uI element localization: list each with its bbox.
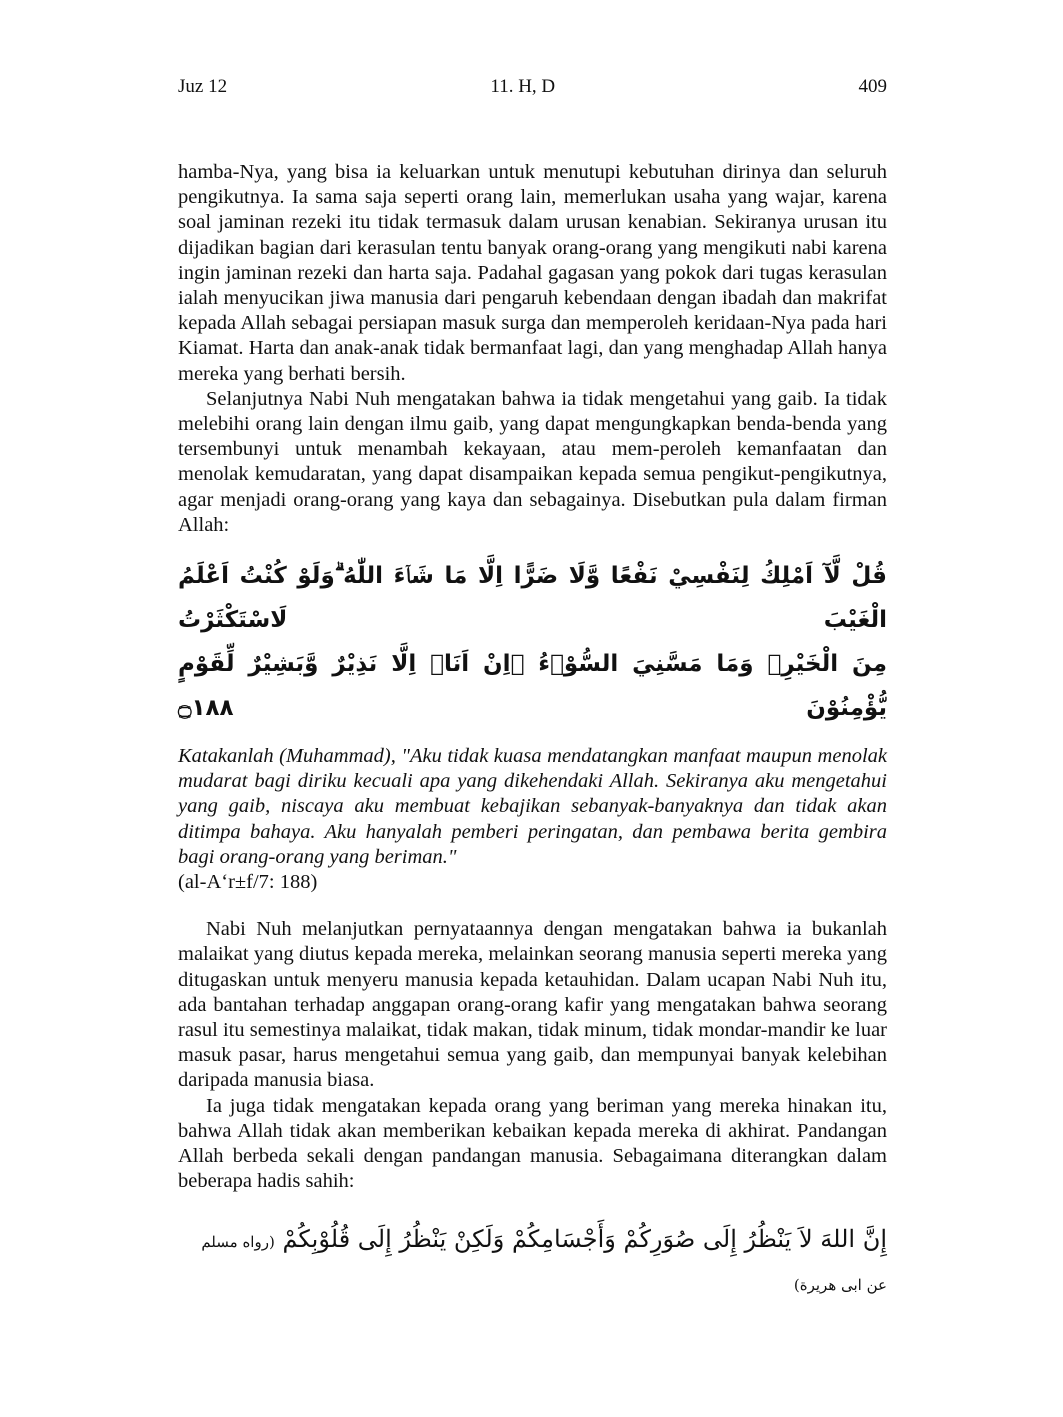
hadith-quote [178, 1219, 887, 1305]
page-body [178, 160, 887, 1305]
paragraph: hamba-Nya, yang bisa ia keluarkan untuk menutupi kebutuhan dirinya dan seluruh pengikutnya. Ia sama saja seperti orang lain, memerlukan usaha yang wajar, karena soal jaminan rezeki itu tidak termasuk dalam urusan kenabian. Sekiranya urusan itu dijadikan bagian dari kerasulan tentu banyak orang-orang yang mengikuti nabi karena ingin jaminan rezeki dan harta saja. Padahal gagasan yang pokok dari tugas kerasulan ialah menyucikan jiwa manusia dari pengaruh kebendaan dengan ibadah dan makrifat kepada Allah sebagai persiapan masuk surga dan memperoleh keridaan-Nya pada hari Kiamat. Harta dan anak-anak tidak bermanfaat lagi, dan yang menghadap Allah hanya mereka yang berhati bersih. [178, 161, 887, 385]
verse-line: مِنَ الْخَيْرِۚ وَمَا مَسَّنِيَ السُّوْۤءُ ۛاِنْ اَنَا۠ اِلَّا نَذِيْرٌ وَّبَشِيْرٌ لِّقَوْمٍ يُّؤْمِنُوْنَ ۝١٨٨ [178, 651, 887, 722]
page-number: 409 [858, 76, 887, 97]
verse-translation [178, 744, 887, 895]
verse-reference: (al-A‘r±f/7: 188) [178, 871, 318, 894]
body-text-top [178, 160, 887, 538]
translation-text: Katakanlah (Muhammad), "Aku tidak kuasa mendatangkan manfaat maupun menolak mudarat bagi diriku kecuali apa yang dikehendaki Allah. Sekiranya aku mengetahui yang gaib, niscaya aku membuat kebajikan sebanyak-banyaknya dan tidak akan ditimpa bahaya. Aku hanyalah pemberi peringatan, dan pembawa berita gembira bagi orang-orang yang beriman." [178, 745, 887, 868]
paragraph: Selanjutnya Nabi Nuh mengatakan bahwa ia tidak mengetahui yang gaib. Ia tidak melebihi orang lain dengan ilmu gaib, yang dapat mengungkapkan benda-benda yang tersembunyi untuk menambah kekayaan, atau mem-peroleh kemanfaatan dan menolak kemudaratan, yang dapat disampaikan kepada semua pengikut-pengikutnya, agar menjadi orang-orang yang kaya dan sebagainya. Disebutkan pula dalam firman Allah: [178, 387, 887, 536]
hadith-source: (رواه مسلم عن ابى هريرة) [201, 1232, 887, 1294]
hadith-text: إِنَّ اللهَ لاَ يَنْظُرُ إِلَى صُوَرِكُمْ وَأَجْسَامِكُمْ وَلَكِنْ يَنْظُرُ إِلَى قُلُوْبِكُمْ [282, 1224, 887, 1253]
paragraph: Ia juga tidak mengatakan kepada orang yang beriman yang mereka hinakan itu, bahwa Allah tidak akan memberikan kebaikan kepada mereka di akhirat. Pandangan Allah berbeda sekali dengan pandangan manusia. Sebagaimana diterangkan dalam beberapa hadis sahih: [178, 1094, 887, 1193]
running-header [178, 76, 887, 98]
quran-verse [178, 554, 887, 730]
paragraph: Nabi Nuh melanjutkan pernyataannya dengan mengatakan bahwa ia bukanlah malaikat yang diutus kepada mereka, melainkan seorang manusia seperti mereka yang ditugaskan untuk menyeru manusia kepada ketauhidan. Dalam ucapan Nabi Nuh itu, ada bantahan terhadap anggapan orang-orang kafir yang mengatakan bahwa seorang rasul itu semestinya malaikat, tidak makan, tidak minum, tidak mondar-mandir ke luar masuk pasar, harus mengetahui semua yang gaib, dan mempunyai banyak kelebihan daripada manusia biasa. [178, 918, 887, 1092]
surah-label: 11. H, D [490, 76, 556, 97]
verse-line: قُلْ لَّآ اَمْلِكُ لِنَفْسِيْ نَفْعًا وَّلَا ضَرًّا اِلَّا مَا شَاۤءَ اللّٰهُ ۗوَلَوْ كُنْتُ اَعْلَمُ الْغَيْبَ لَاسْتَكْثَرْتُ [178, 563, 887, 634]
juz-label: Juz 12 [178, 76, 228, 97]
body-text-bottom [178, 917, 887, 1194]
